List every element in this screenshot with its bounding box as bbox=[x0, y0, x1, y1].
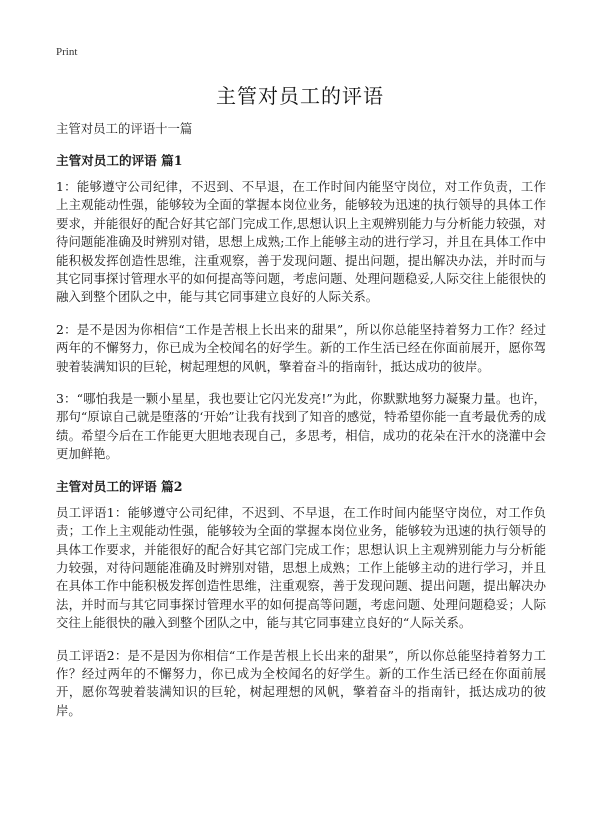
document-body bbox=[56, 120, 546, 734]
document-subtitle: 主管对员工的评语十一篇 bbox=[56, 121, 193, 136]
paragraph: 1：能够遵守公司纪律，不迟到、不早退，在工作时间内能坚守岗位，对工作负责，工作上主观能动性强，能够较为全面的掌握本岗位业务，能够较为迅速的执行领导的具体工作要求，并能很好的配合好其它部门完成工作,思想认识上主观辨别能力与分析能力较强，对待问题能准确及时辨别对错，思想上成熟;工作上能够主动的进行学习，并且在具体工作中能积极发挥创造性思维，注重观察，善于发现问题、提出问题，提出解决办法，并时而与其它同事探讨管理水平的如何提高等问题，考虑问题、处理问题稳妥,人际交往上能很快的融入到整个团队之中，能与其它同事建立良好的人际关系。 bbox=[56, 179, 546, 305]
paragraph: 3：“哪怕我是一颗小星星，我也要让它闪光发亮!”为此，你默默地努力凝聚力量。也许，那句“原谅自己就是堕落的‘开始”让我有找到了知音的感觉，特希望你能一直考最优秀的成绩。希望今后在工作能更大胆地表现自己，多思考，相信，成功的花朵在汗水的浇灌中会更加鲜艳。 bbox=[56, 391, 546, 462]
print-link[interactable]: Print bbox=[56, 46, 78, 58]
paragraph: 员工评语2：是不是因为你相信“工作是苦根上长出来的甜果”，所以你总能坚持着努力工作？经过两年的不懈努力，你已成为全校闻名的好学生。新的工作生活已经在你面前展开，愿你驾驶着装满知识的巨轮，树起理想的风帆，擎着奋斗的指南针，抵达成功的彼岸。 bbox=[56, 647, 546, 718]
paragraph: 员工评语1：能够遵守公司纪律，不迟到、不早退，在工作时间内能坚守岗位，对工作负责；工作上主观能动性强，能够较为全面的掌握本岗位业务，能够较为迅速的执行领导的具体工作要求，并能很好的配合好其它部门完成工作；思想认识上主观辨别能力与分析能力较强，对待问题能准确及时辨别对错，思想上成熟；工作上能够主动的进行学习，并且在具体工作中能积极发挥创造性思维，注重观察，善于发现问题、提出问题，提出解决办法，并时而与其它同事探讨管理水平的如何提高等问题，考虑问题、处理问题稳妥；人际交往上能很快的融入到整个团队之中，能与其它同事建立良好的“人际关系。 bbox=[56, 504, 546, 631]
section-heading: 主管对员工的评语 篇2 bbox=[56, 478, 183, 494]
page-title: 主管对员工的评语 bbox=[216, 84, 384, 108]
section-1 bbox=[56, 152, 546, 464]
section-heading: 主管对员工的评语 篇1 bbox=[56, 153, 183, 168]
section-2 bbox=[56, 478, 546, 720]
paragraph: 2：是不是因为你相信“工作是苦根上长出来的甜果”，所以你总能坚持着努力工作？经过两年的不懈努力，你已成为全校闻名的好学生。新的工作生活已经在你面前展开，愿你驾驶着装满知识的巨轮，树起理想的风帆，擎着奋斗的指南针，抵达成功的彼岸。 bbox=[56, 321, 546, 374]
